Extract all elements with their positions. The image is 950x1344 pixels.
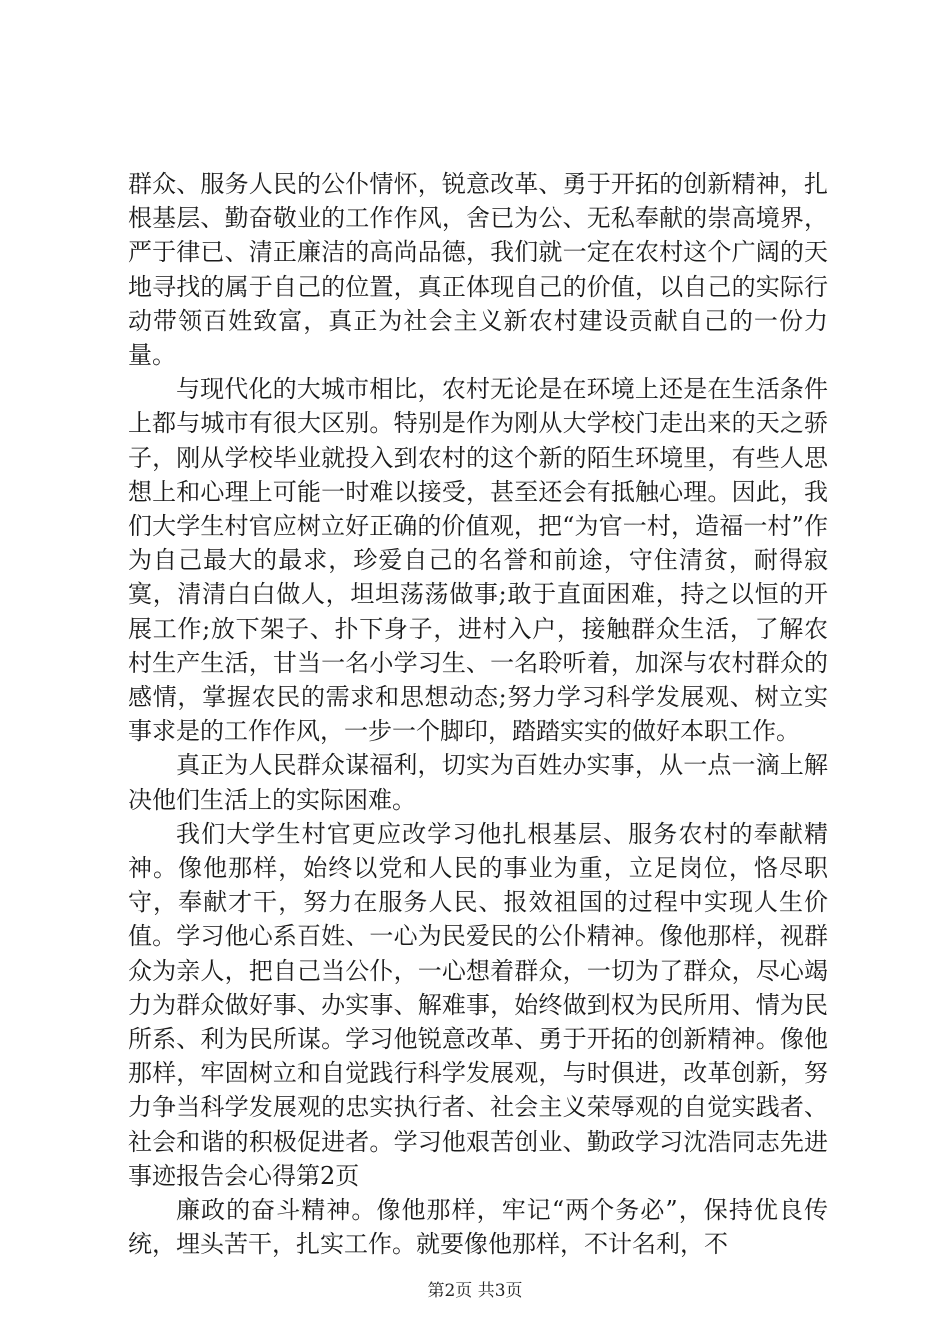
page-footer: 第2页 共3页 [427,1281,523,1301]
paragraph-2: 与现代化的大城市相比，农村无论是在环境上还是在生活条件上都与城市有很大区别。特别是作为刚从大学校门走出来的天之骄子，刚从学校毕业就投入到农村的这个新的陌生环境里，有些人思想上和心理上可能一时难以接受，甚至还会有抵触心理。因此，我们大学生村官应树立好正确的价值观，把“为官一村，造福一村”作为自己最大的最求，珍爱自己的名誉和前途，守住清贫，耐得寂寞，清清白白做人，坦坦荡荡做事;敢于直面困难，持之以恒的开展工作;放下架子、扑下身子，进村入户，接触群众生活，了解农村生产生活，甘当一名小学习生、一名聆听着，加深与农村群众的感情，掌握农民的需求和思想动态;努力学习科学发展观、树立实事求是的工作作风，一步一个脚印，踏踏实实的做好本职工作。 [128,375,828,746]
paragraph-3: 真正为人民群众谋福利，切实为百姓办实事，从一点一滴上解决他们生活上的实际困难。 [128,751,828,814]
paragraph-5: 廉政的奋斗精神。像他那样，牢记“两个务必”，保持优良传统，埋头苦干，扎实工作。就要像他那样，不计名利，不 [128,1196,828,1259]
document-body [128,167,828,1262]
paragraph-4: 我们大学生村官更应改学习他扎根基层、服务农村的奉献精神。像他那样，始终以党和人民的事业为重，立足岗位，恪尽职守，奉献才干，努力在服务人民、报效祖国的过程中实现人生价值。学习他心系百姓、一心为民爱民的公仆精神。像他那样，视群众为亲人，把自己当公仆，一心想着群众，一切为了群众，尽心竭力为群众做好事、办实事、解难事，始终做到权为民所用、情为民所系、利为民所谋。学习他锐意改革、勇于开拓的创新精神。像他那样，牢固树立和自觉践行科学发展观，与时俱进，改革创新，努力争当科学发展观的忠实执行者、社会主义荣辱观的自觉实践者、社会和谐的积极促进者。学习他艰苦创业、勤政学习沈浩同志先进事迹报告会心得第2页 [128,819,828,1190]
paragraph-1: 群众、服务人民的公仆情怀，锐意改革、勇于开拓的创新精神，扎根基层、勤奋敬业的工作作风，舍已为公、无私奉献的崇高境界，严于律已、清正廉洁的高尚品德，我们就一定在农村这个广阔的天地寻找的属于自己的位置，真正体现自己的价值，以自己的实际行动带领百姓致富，真正为社会主义新农村建设贡献自己的一份力量。 [128,170,828,370]
